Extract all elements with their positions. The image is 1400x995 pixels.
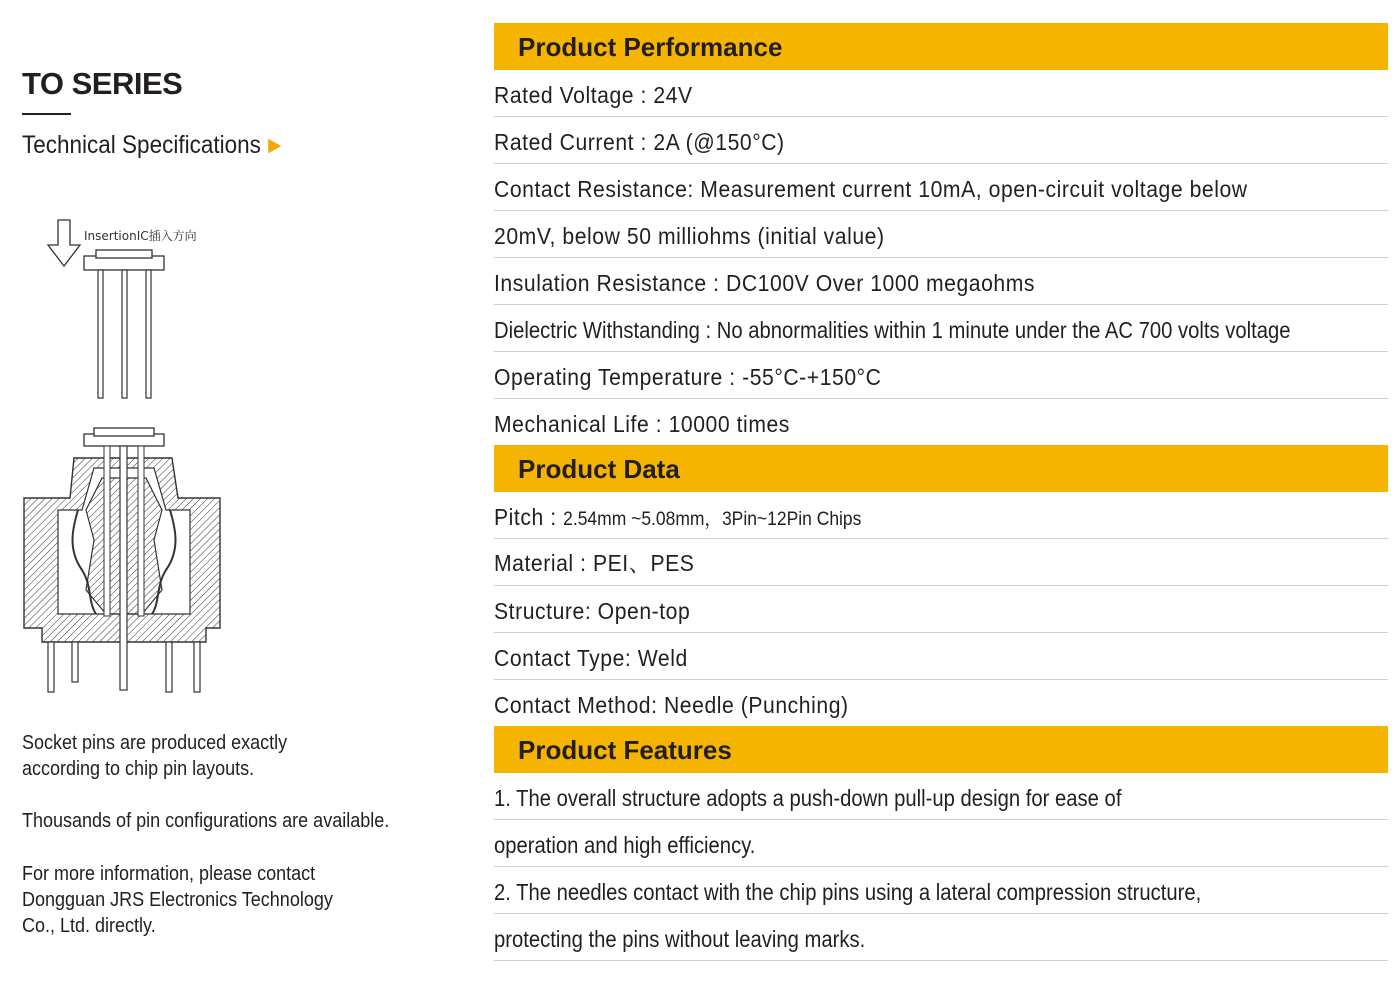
spec-text — [494, 504, 861, 531]
feature-row — [494, 773, 1388, 820]
feature-text: operation and high efficiency. — [494, 832, 756, 858]
title-underline — [22, 113, 71, 115]
desc-line: according to chip pin layouts. — [22, 758, 255, 780]
section-header-data — [494, 445, 1388, 492]
spec-text: Contact Resistance: Measurement current 10mA, open-circuit voltage below — [494, 176, 1248, 202]
tech-spec-label: Technical Specifications — [22, 131, 261, 159]
tech-spec-heading — [22, 131, 281, 160]
feature-text: protecting the pins without leaving marks. — [494, 926, 866, 952]
down-arrow-icon — [48, 220, 80, 266]
spec-text: Contact Method: Needle (Punching) — [494, 692, 849, 718]
spec-row — [494, 258, 1388, 305]
spec-row — [494, 492, 1388, 539]
spec-row — [494, 399, 1388, 445]
triangle-right-icon: ▶ — [268, 135, 282, 156]
section-title: Product Features — [518, 735, 732, 765]
series-title: TO SERIES — [22, 66, 183, 101]
spec-row — [494, 305, 1388, 352]
section-header-features — [494, 726, 1388, 773]
pitch-value: 2.54mm ~5.08mm，3Pin~12Pin Chips — [563, 509, 862, 530]
left-panel — [22, 0, 462, 995]
spec-text: Insulation Resistance : DC100V Over 1000 megaohms — [494, 270, 1036, 296]
spec-text: Contact Type: Weld — [494, 645, 688, 671]
feature-row — [494, 914, 1388, 961]
feature-row — [494, 820, 1388, 867]
feature-text: 2. The needles contact with the chip pins using a lateral compression structure, — [494, 879, 1202, 905]
spec-text: Mechanical Life : 10000 times — [494, 411, 790, 437]
desc-contact — [22, 861, 445, 939]
pitch-label: Pitch : — [494, 504, 557, 530]
spec-text: Material : PEI、PES — [494, 550, 695, 576]
spec-row — [494, 539, 1388, 586]
feature-row — [494, 867, 1388, 914]
desc-pins-layout — [22, 730, 445, 782]
desc-line: Dongguan JRS Electronics Technology — [22, 889, 333, 911]
desc-line: Co., Ltd. directly. — [22, 915, 156, 937]
spec-text: Dielectric Withstanding : No abnormalities within 1 minute under the AC 700 volts voltage — [494, 317, 1291, 343]
spec-row — [494, 117, 1388, 164]
section-title: Product Performance — [518, 32, 783, 62]
desc-line: Socket pins are produced exactly — [22, 732, 288, 754]
spec-row — [494, 352, 1388, 399]
desc-line: For more information, please contact — [22, 863, 316, 885]
spec-text: Rated Voltage : 24V — [494, 82, 693, 108]
spec-text: 20mV, below 50 milliohms (initial value) — [494, 223, 885, 249]
section-title: Product Data — [518, 454, 680, 484]
spec-row — [494, 680, 1388, 726]
desc-line: Thousands of pin configurations are available. — [22, 810, 390, 832]
insertion-label: InsertionIC插入方向 — [84, 229, 197, 243]
spec-row — [494, 586, 1388, 633]
spec-text: Operating Temperature : -55°C-+150°C — [494, 364, 882, 390]
spec-row — [494, 633, 1388, 680]
socket-cross-section-diagram — [22, 210, 232, 700]
spec-row — [494, 164, 1388, 211]
spec-row — [494, 70, 1388, 117]
spec-table — [494, 23, 1388, 961]
desc-configurations — [22, 808, 445, 834]
feature-text: 1. The overall structure adopts a push-down pull-up design for ease of — [494, 785, 1122, 811]
section-header-performance — [494, 23, 1388, 70]
spec-text: Rated Current : 2A (@150°C) — [494, 129, 785, 155]
spec-text: Structure: Open-top — [494, 598, 691, 624]
spec-row — [494, 211, 1388, 258]
